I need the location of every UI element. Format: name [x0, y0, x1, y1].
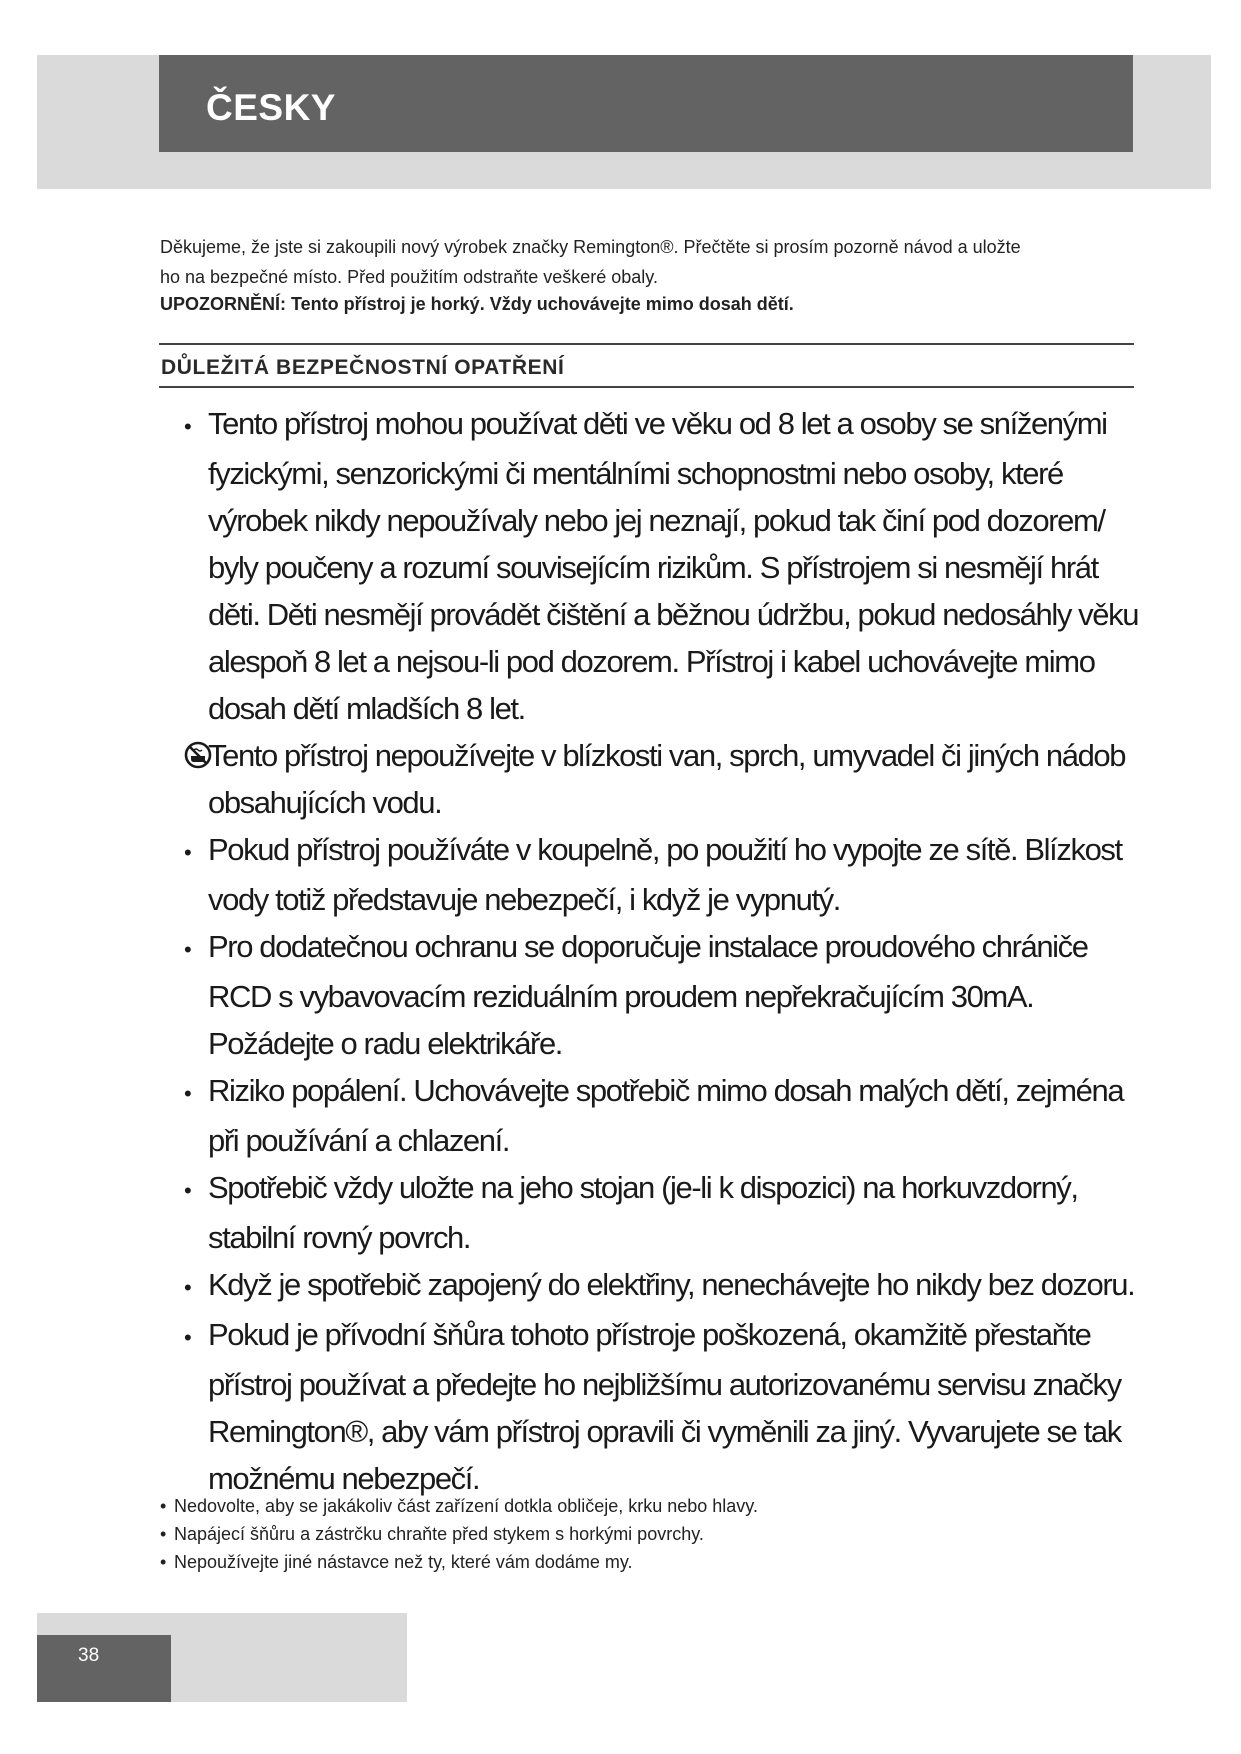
page-number-box: [37, 1635, 171, 1702]
list-item-text: Nepoužívejte jiné nástavce než ty, které vám dodáme my.: [174, 1552, 633, 1572]
list-item: [156, 1067, 1141, 1164]
bullet: •: [184, 1275, 191, 1300]
list-item-text: Tento přístroj mohou používat děti ve věku od 8 let a osoby se sníženými fyzickými, senzorickými či mentálními schopnostmi nebo osoby, které výrobek nikdy nepoužívaly nebo jej neznají, pokud tak činí pod dozorem/ byly poučeny a rozumí souvisejícím rizikům. S přístrojem si nesmějí hrát děti. Děti nesmějí provádět čištění a běžnou údržbu, pokud nedosáhly věku alespoň 8 let a nejsou-li pod dozorem. Přístroj i kabel uchovávejte mimo dosah dětí mladších 8 let.: [208, 406, 1139, 726]
list-item: [156, 1311, 1141, 1502]
list-item: [156, 1164, 1141, 1261]
warning-text: UPOZORNĚNÍ: Tento přístroj je horký. Vždy uchovávejte mimo dosah dětí.: [160, 294, 794, 314]
bullet: •: [160, 1496, 167, 1516]
bullet: •: [160, 1524, 167, 1544]
section-title: DŮLEŽITÁ BEZPEČNOSTNÍ OPATŘENÍ: [161, 356, 565, 379]
list-item: [156, 1261, 1141, 1311]
bullet: •: [184, 1178, 191, 1203]
list-item: [156, 400, 1141, 732]
bullet: •: [184, 1325, 191, 1350]
intro-line-2: ho na bezpečné místo. Před použitím odstraňte veškeré obaly.: [160, 267, 658, 287]
list-item-text: Když je spotřebič zapojený do elektřiny, nenechávejte ho nikdy bez dozoru.: [208, 1267, 1135, 1302]
intro-line-1: Děkujeme, že jste si zakoupili nový výrobek značky Remington®. Přečtěte si prosím pozorně návod a uložte: [160, 237, 1021, 257]
list-item-text: Napájecí šňůru a zástrčku chraňte před stykem s horkými povrchy.: [174, 1524, 704, 1544]
header-title-box: [159, 55, 1133, 152]
language-title: ČESKY: [206, 87, 336, 128]
list-item-text: Spotřebič vždy uložte na jeho stojan (je-li k dispozici) na horkuvzdorný, stabilní rovný povrch.: [208, 1170, 1078, 1255]
list-item: [160, 1548, 1120, 1576]
list-item: [160, 1492, 1120, 1520]
bullet: •: [184, 1081, 191, 1106]
section-header: [159, 343, 1134, 388]
bullet: •: [184, 840, 191, 865]
list-item-text: Pokud přístroj používáte v koupelně, po použití ho vypojte ze sítě. Blízkost vody totiž představuje nebezpečí, i když je vypnutý.: [208, 832, 1122, 917]
bullet: •: [184, 414, 191, 439]
additional-safety-list: [160, 1492, 1120, 1576]
list-item-text: Riziko popálení. Uchovávejte spotřebič mimo dosah malých dětí, zejména při používání a chlazení.: [208, 1073, 1124, 1158]
list-item: [156, 826, 1141, 923]
list-item-text: Pro dodatečnou ochranu se doporučuje instalace proudového chrániče RCD s vybavovacím reziduálním proudem nepřekračujícím 30mA. Požádejte o radu elektrikáře.: [208, 929, 1088, 1061]
intro-text: [160, 232, 1120, 316]
list-item-text: Pokud je přívodní šňůra tohoto přístroje poškozená, okamžitě přestaňte přístroj používat a předejte ho nejbližšímu autorizovanému servisu značky Remington®, aby vám přístroj opravili či vyměnili za jiný. Vyvarujete se tak možnému nebezpečí.: [208, 1317, 1121, 1496]
list-item: [156, 923, 1141, 1067]
list-item: [156, 732, 1141, 826]
bullet: •: [160, 1552, 167, 1572]
bullet: •: [184, 937, 191, 962]
safety-list: [156, 400, 1141, 1502]
list-item-text: Tento přístroj nepoužívejte v blízkosti van, sprch, umyvadel či jiných nádob obsahujících vodu.: [208, 738, 1126, 820]
list-item: [160, 1520, 1120, 1548]
list-item-text: Nedovolte, aby se jakákoliv část zařízení dotkla obličeje, krku nebo hlavy.: [174, 1496, 758, 1516]
page-number: 38: [78, 1645, 100, 1666]
